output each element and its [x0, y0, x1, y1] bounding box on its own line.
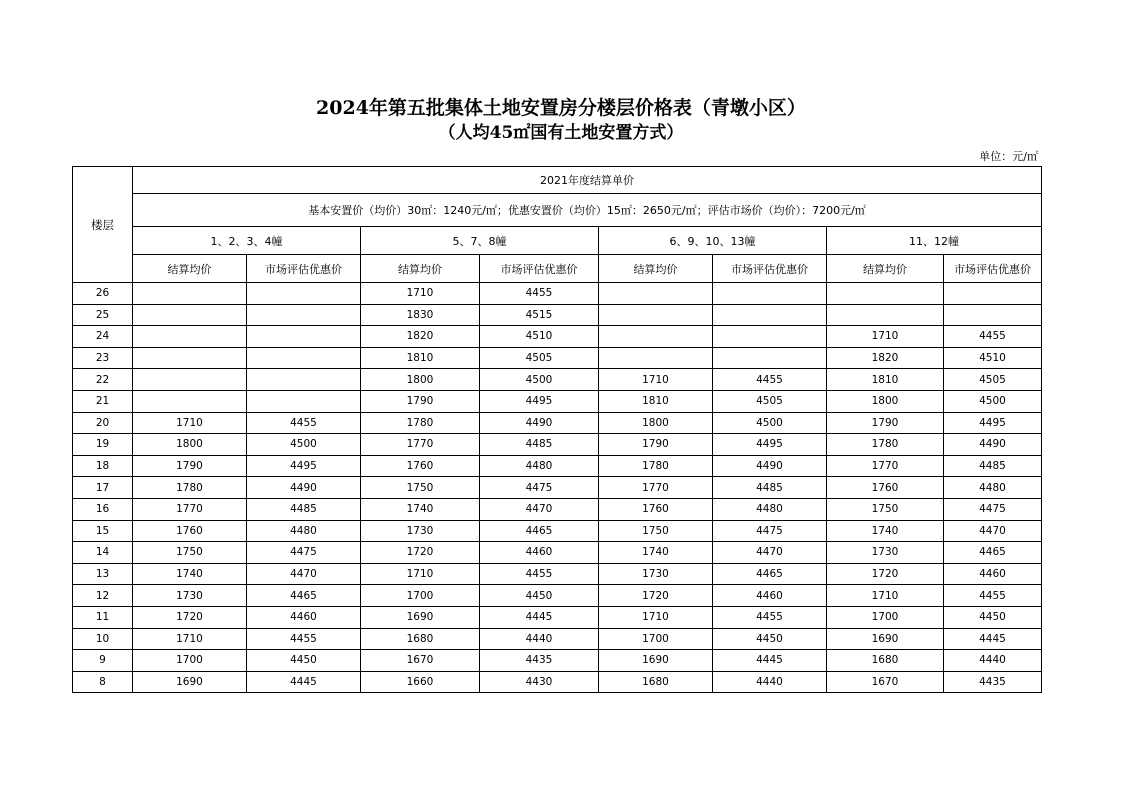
- price-cell: 4455: [247, 412, 361, 434]
- unit-label: 单位：元/㎡: [979, 150, 1038, 163]
- column-header: 市场评估优惠价: [944, 255, 1042, 283]
- price-cell: 4465: [247, 585, 361, 607]
- price-cell: 4440: [480, 628, 599, 650]
- price-cell: 4435: [480, 650, 599, 672]
- price-cell: 4460: [713, 585, 827, 607]
- price-cell: 4505: [713, 390, 827, 412]
- price-cell: 1690: [599, 650, 713, 672]
- price-cell: 4500: [944, 390, 1042, 412]
- price-cell: 1780: [133, 477, 247, 499]
- table-row: [73, 520, 1042, 542]
- table-row: [73, 347, 1042, 369]
- price-cell: 4485: [944, 455, 1042, 477]
- price-cell: 4445: [480, 606, 599, 628]
- price-cell: [599, 283, 713, 305]
- price-cell: [247, 283, 361, 305]
- price-cell: 4515: [480, 304, 599, 326]
- price-cell: 4485: [480, 434, 599, 456]
- table-row: [73, 326, 1042, 348]
- price-cell: 1680: [827, 650, 944, 672]
- column-header: 市场评估优惠价: [480, 255, 599, 283]
- price-cell: 4450: [944, 606, 1042, 628]
- price-cell: 1740: [361, 498, 480, 520]
- price-cell: 4505: [480, 347, 599, 369]
- price-cell: [247, 369, 361, 391]
- price-cell: 4455: [944, 326, 1042, 348]
- price-cell: 1680: [361, 628, 480, 650]
- price-table: [72, 166, 1042, 693]
- price-cell: 4460: [480, 542, 599, 564]
- price-cell: 1700: [599, 628, 713, 650]
- floor-cell: 18: [73, 455, 133, 477]
- price-cell: [713, 347, 827, 369]
- price-cell: [599, 347, 713, 369]
- table-row: [73, 304, 1042, 326]
- price-cell: 1770: [133, 498, 247, 520]
- price-cell: 4490: [944, 434, 1042, 456]
- floor-cell: 19: [73, 434, 133, 456]
- price-cell: 4500: [480, 369, 599, 391]
- price-cell: [713, 326, 827, 348]
- year-header: 2021年度结算单价: [133, 167, 1042, 194]
- price-cell: 4465: [713, 563, 827, 585]
- table-row: [73, 390, 1042, 412]
- price-cell: 4450: [247, 650, 361, 672]
- table-row: [73, 434, 1042, 456]
- price-cell: 1710: [361, 563, 480, 585]
- price-cell: [133, 283, 247, 305]
- column-header: 市场评估优惠价: [247, 255, 361, 283]
- price-cell: 1770: [361, 434, 480, 456]
- price-cell: 1690: [361, 606, 480, 628]
- floor-cell: 21: [73, 390, 133, 412]
- price-cell: 1730: [361, 520, 480, 542]
- floor-cell: 25: [73, 304, 133, 326]
- document-title: 2024年第五批集体土地安置房分楼层价格表（青墩小区）: [316, 97, 806, 119]
- price-cell: 1750: [599, 520, 713, 542]
- building-group-header: 5、7、8幢: [361, 227, 599, 255]
- price-cell: 1710: [361, 283, 480, 305]
- price-cell: 1760: [827, 477, 944, 499]
- floor-cell: 15: [73, 520, 133, 542]
- price-cell: [713, 283, 827, 305]
- price-cell: 1790: [133, 455, 247, 477]
- basic-price-info: 基本安置价（均价）30㎡：1240元/㎡；优惠安置价（均价）15㎡：2650元/㎡；评估市场价（均价）：7200元/㎡: [133, 194, 1042, 227]
- floor-cell: 12: [73, 585, 133, 607]
- floor-cell: 26: [73, 283, 133, 305]
- price-cell: 1700: [361, 585, 480, 607]
- price-cell: 4475: [713, 520, 827, 542]
- price-cell: 1760: [133, 520, 247, 542]
- price-cell: 4480: [247, 520, 361, 542]
- price-cell: 1660: [361, 671, 480, 693]
- price-cell: 1770: [599, 477, 713, 499]
- price-cell: 4455: [480, 563, 599, 585]
- floor-cell: 16: [73, 498, 133, 520]
- price-cell: 4500: [247, 434, 361, 456]
- price-cell: 4450: [713, 628, 827, 650]
- price-cell: 1780: [827, 434, 944, 456]
- table-row: [73, 498, 1042, 520]
- column-header: 结算均价: [827, 255, 944, 283]
- price-cell: 1710: [133, 412, 247, 434]
- price-cell: 4455: [480, 283, 599, 305]
- price-cell: 1740: [827, 520, 944, 542]
- price-cell: 4500: [713, 412, 827, 434]
- price-cell: 1750: [133, 542, 247, 564]
- price-cell: [827, 283, 944, 305]
- price-cell: [944, 304, 1042, 326]
- price-cell: 1750: [361, 477, 480, 499]
- price-cell: 1690: [827, 628, 944, 650]
- column-header: 结算均价: [133, 255, 247, 283]
- building-group-header: 6、9、10、13幢: [599, 227, 827, 255]
- price-cell: 4475: [944, 498, 1042, 520]
- price-cell: 1770: [827, 455, 944, 477]
- building-group-header: 11、12幢: [827, 227, 1042, 255]
- price-cell: [133, 326, 247, 348]
- price-cell: 1780: [361, 412, 480, 434]
- price-cell: 1810: [599, 390, 713, 412]
- price-cell: [599, 304, 713, 326]
- price-cell: 4455: [247, 628, 361, 650]
- price-cell: 4490: [247, 477, 361, 499]
- price-cell: 1720: [361, 542, 480, 564]
- price-cell: [827, 304, 944, 326]
- floor-cell: 22: [73, 369, 133, 391]
- document-subtitle: （人均45㎡国有土地安置方式）: [438, 123, 684, 143]
- price-cell: 1670: [827, 671, 944, 693]
- price-cell: 1700: [827, 606, 944, 628]
- price-cell: 1680: [599, 671, 713, 693]
- floor-cell: 13: [73, 563, 133, 585]
- price-cell: 1690: [133, 671, 247, 693]
- price-cell: 4475: [247, 542, 361, 564]
- column-header: 结算均价: [361, 255, 480, 283]
- price-cell: 1730: [133, 585, 247, 607]
- price-cell: 1720: [133, 606, 247, 628]
- floor-cell: 14: [73, 542, 133, 564]
- price-cell: 1790: [599, 434, 713, 456]
- price-cell: 4485: [247, 498, 361, 520]
- price-cell: [713, 304, 827, 326]
- price-cell: 1810: [361, 347, 480, 369]
- table-row: [73, 542, 1042, 564]
- price-cell: 1800: [827, 390, 944, 412]
- price-cell: 4455: [713, 606, 827, 628]
- price-cell: [133, 390, 247, 412]
- price-cell: 1700: [133, 650, 247, 672]
- price-cell: 1710: [599, 606, 713, 628]
- floor-cell: 24: [73, 326, 133, 348]
- price-cell: 4480: [480, 455, 599, 477]
- price-cell: 1830: [361, 304, 480, 326]
- price-cell: 1730: [827, 542, 944, 564]
- price-cell: 4470: [713, 542, 827, 564]
- price-cell: 1670: [361, 650, 480, 672]
- price-cell: 4455: [713, 369, 827, 391]
- price-cell: 1820: [827, 347, 944, 369]
- price-cell: [133, 304, 247, 326]
- price-cell: 4465: [944, 542, 1042, 564]
- price-cell: [247, 304, 361, 326]
- price-cell: 4475: [480, 477, 599, 499]
- table-row: [73, 412, 1042, 434]
- price-cell: 4430: [480, 671, 599, 693]
- price-cell: 4505: [944, 369, 1042, 391]
- price-cell: 1800: [133, 434, 247, 456]
- floor-cell: 17: [73, 477, 133, 499]
- price-cell: 4480: [713, 498, 827, 520]
- price-cell: 4490: [480, 412, 599, 434]
- price-cell: 4480: [944, 477, 1042, 499]
- table-row: [73, 650, 1042, 672]
- price-cell: 1730: [599, 563, 713, 585]
- price-cell: [599, 326, 713, 348]
- price-cell: 1800: [361, 369, 480, 391]
- price-cell: 1760: [361, 455, 480, 477]
- price-cell: 4495: [247, 455, 361, 477]
- price-cell: 1720: [827, 563, 944, 585]
- price-cell: [247, 347, 361, 369]
- price-cell: 4455: [944, 585, 1042, 607]
- price-cell: [133, 347, 247, 369]
- price-cell: [247, 390, 361, 412]
- column-header: 结算均价: [599, 255, 713, 283]
- floor-cell: 10: [73, 628, 133, 650]
- price-cell: 4465: [480, 520, 599, 542]
- price-cell: 4470: [247, 563, 361, 585]
- price-cell: 4450: [480, 585, 599, 607]
- table-row: [73, 606, 1042, 628]
- table-row: [73, 563, 1042, 585]
- floor-cell: 9: [73, 650, 133, 672]
- price-cell: 4435: [944, 671, 1042, 693]
- floor-header: 楼层: [73, 167, 133, 283]
- price-cell: 4495: [480, 390, 599, 412]
- price-cell: 4510: [944, 347, 1042, 369]
- price-cell: [247, 326, 361, 348]
- price-cell: 4485: [713, 477, 827, 499]
- price-cell: 1810: [827, 369, 944, 391]
- price-cell: 4440: [713, 671, 827, 693]
- price-cell: 1820: [361, 326, 480, 348]
- building-group-header: 1、2、3、4幢: [133, 227, 361, 255]
- price-cell: 4490: [713, 455, 827, 477]
- table-row: [73, 455, 1042, 477]
- price-cell: 4440: [944, 650, 1042, 672]
- table-row: [73, 585, 1042, 607]
- price-cell: 4445: [247, 671, 361, 693]
- price-cell: 1800: [599, 412, 713, 434]
- price-cell: 1780: [599, 455, 713, 477]
- price-cell: 4510: [480, 326, 599, 348]
- table-row: [73, 369, 1042, 391]
- price-cell: 1710: [827, 585, 944, 607]
- table-row: [73, 283, 1042, 305]
- price-cell: 4495: [944, 412, 1042, 434]
- price-cell: 1710: [599, 369, 713, 391]
- price-cell: [133, 369, 247, 391]
- floor-cell: 23: [73, 347, 133, 369]
- floor-cell: 8: [73, 671, 133, 693]
- price-cell: 1740: [599, 542, 713, 564]
- table-row: [73, 628, 1042, 650]
- price-cell: 4460: [944, 563, 1042, 585]
- price-cell: 1790: [827, 412, 944, 434]
- table-row: [73, 671, 1042, 693]
- price-cell: 1760: [599, 498, 713, 520]
- price-cell: 1740: [133, 563, 247, 585]
- price-cell: 1710: [133, 628, 247, 650]
- floor-cell: 20: [73, 412, 133, 434]
- table-row: [73, 477, 1042, 499]
- price-cell: 4470: [480, 498, 599, 520]
- price-cell: 4470: [944, 520, 1042, 542]
- price-cell: 1750: [827, 498, 944, 520]
- price-cell: 1790: [361, 390, 480, 412]
- floor-cell: 11: [73, 606, 133, 628]
- price-cell: 1720: [599, 585, 713, 607]
- price-cell: 1710: [827, 326, 944, 348]
- price-cell: 4445: [944, 628, 1042, 650]
- price-cell: 4495: [713, 434, 827, 456]
- price-cell: 4445: [713, 650, 827, 672]
- price-cell: [944, 283, 1042, 305]
- price-cell: 4460: [247, 606, 361, 628]
- column-header: 市场评估优惠价: [713, 255, 827, 283]
